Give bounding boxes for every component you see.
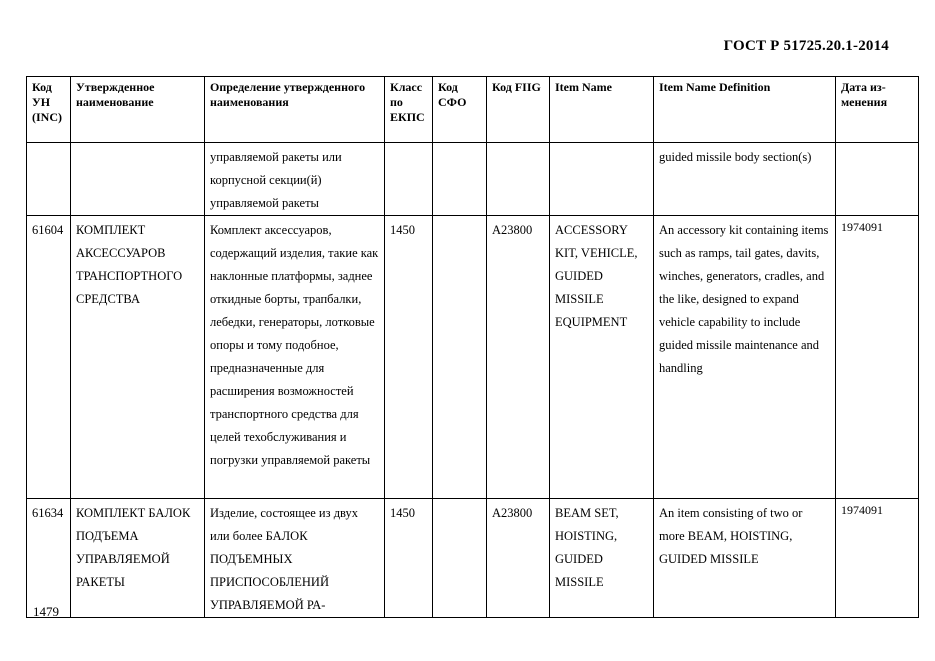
cell-approved-name (71, 143, 205, 216)
header-fiig: Код FIIG (487, 77, 550, 143)
cell-item-name: BEAM SET, HOISTING, GUIDED MISSILE (550, 499, 654, 618)
cell-item-name-definition: guided missile body section(s) (654, 143, 836, 216)
cell-item-name: ACCESSORY KIT, VEHICLE, GUIDED MISSILE EQUIPMENT (550, 216, 654, 499)
cell-change-date: 1974091 (836, 499, 919, 618)
table-header-row (27, 77, 919, 143)
cell-definition: управляемой ракеты или корпусной секции(й) управляемой ракеты (205, 143, 385, 216)
cell-change-date (836, 143, 919, 216)
cell-inc: 61604 (27, 216, 71, 499)
header-class: Класс по ЕКПС (385, 77, 433, 143)
header-item-name-definition: Item Name Definition (654, 77, 836, 143)
cell-sfo (433, 143, 487, 216)
table-row (27, 499, 919, 618)
header-inc: Код УН (INC) (27, 77, 71, 143)
table-row (27, 143, 919, 216)
page-number: 1479 (33, 604, 59, 619)
document-title: ГОСТ Р 51725.20.1-2014 (723, 38, 889, 54)
cell-fiig: A23800 (487, 499, 550, 618)
cell-definition: Изделие, состоящее из двух или более БАЛОК ПОДЪЕМНЫХ ПРИСПОСОБЛЕНИЙ УПРАВЛЯЕМОЙ РА- (205, 499, 385, 618)
header-item-name: Item Name (550, 77, 654, 143)
cell-fiig: A23800 (487, 216, 550, 499)
cell-item-name (550, 143, 654, 216)
cell-item-name-definition: An accessory kit containing items such as ramps, tail gates, davits, winches, generators, cradles, and the like, designed to expand vehicle capability to include guided missile maintenance and handling (654, 216, 836, 499)
cell-approved-name: КОМПЛЕКТ АКСЕССУАРОВ ТРАНСПОРТНОГО СРЕДСТВА (71, 216, 205, 499)
cell-definition: Комплект аксессуаров, содержащий изделия, такие как наклонные платформы, заднее откидные борты, трапбалки, лебедки, генераторы, лотковые опоры и тому подобное, предназначенные для расширения возможностей транспортного средства для целей техобслуживания и погрузки управляемой ракеты (205, 216, 385, 499)
header-change-date: Дата из-менения (836, 77, 919, 143)
cell-inc (27, 143, 71, 216)
cell-class (385, 143, 433, 216)
cell-class: 1450 (385, 499, 433, 618)
standard-table (26, 76, 919, 618)
cell-approved-name: КОМПЛЕКТ БАЛОК ПОДЪЕМА УПРАВЛЯЕМОЙ РАКЕТЫ (71, 499, 205, 618)
table-row (27, 216, 919, 499)
header-approved-name: Утвержденное наименование (71, 77, 205, 143)
header-definition: Определение утвержденного наименования (205, 77, 385, 143)
cell-inc: 61634 (27, 499, 71, 618)
cell-class: 1450 (385, 216, 433, 499)
cell-change-date: 1974091 (836, 216, 919, 499)
cell-sfo (433, 216, 487, 499)
cell-sfo (433, 499, 487, 618)
cell-fiig (487, 143, 550, 216)
header-sfo: Код СФО (433, 77, 487, 143)
cell-item-name-definition: An item consisting of two or more BEAM, HOISTING, GUIDED MISSILE (654, 499, 836, 618)
